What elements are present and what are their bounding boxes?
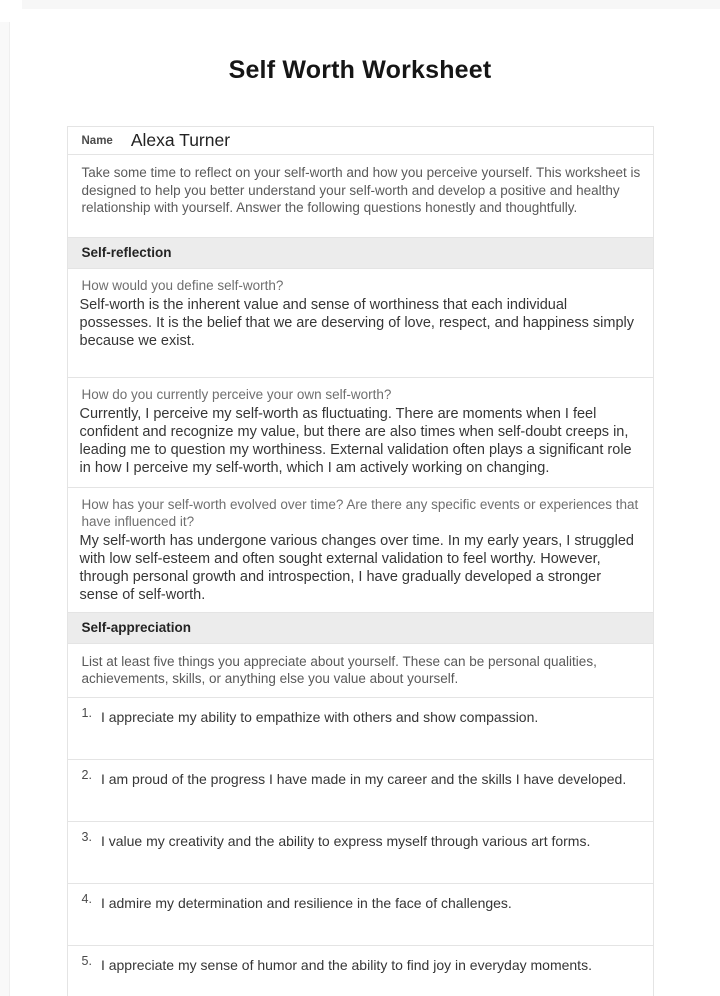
page-edge-left bbox=[0, 22, 10, 996]
question-row-1 bbox=[67, 268, 654, 378]
instructions-row bbox=[67, 643, 654, 698]
instructions-text: List at least five things you appreciate about yourself. These can be personal qualities, achievements, skills, or anything else you value about yourself. bbox=[81, 653, 597, 686]
appreciation-item-row-3 bbox=[67, 821, 654, 884]
item-number: 2. bbox=[81, 767, 92, 782]
worksheet-form bbox=[67, 126, 654, 996]
item-number: 5. bbox=[81, 953, 92, 968]
appreciation-item-row-1 bbox=[67, 697, 654, 760]
item-number: 4. bbox=[81, 891, 92, 906]
section-header-self-reflection bbox=[67, 237, 654, 269]
item-number: 3. bbox=[81, 829, 92, 844]
name-input[interactable]: Alexa Turner bbox=[130, 130, 231, 150]
section-heading-label: Self-reflection bbox=[81, 244, 172, 260]
answer-field[interactable]: Self-worth is the inherent value and sense of worthiness that each individual possesses. It is the belief that we are deserving of love, respect, and happiness simply because we exist. bbox=[79, 296, 635, 349]
section-header-self-appreciation bbox=[67, 612, 654, 644]
section-heading-label: Self-appreciation bbox=[81, 619, 192, 635]
name-row bbox=[67, 126, 654, 155]
answer-field[interactable]: Currently, I perceive my self-worth as fluctuating. There are moments when I feel confident and recognize my value, but there are also times when self-doubt creeps in, leading me to question my worthiness. External validation often plays a significant role in how I perceive my self-worth, which I am actively working on changing. bbox=[79, 405, 632, 476]
page-title: Self Worth Worksheet bbox=[228, 56, 492, 84]
item-text-field[interactable]: I am proud of the progress I have made in my career and the skills I have developed. bbox=[100, 770, 627, 787]
question-row-2 bbox=[67, 377, 654, 488]
item-number: 1. bbox=[81, 705, 92, 720]
intro-row bbox=[67, 154, 654, 238]
page-edge-top bbox=[22, 0, 720, 9]
appreciation-item-row-5 bbox=[67, 945, 654, 996]
question-label: How would you define self-worth? bbox=[81, 277, 284, 293]
answer-field[interactable]: My self-worth has undergone various changes over time. In my early years, I struggled with low self-esteem and often sought external validation to feel worthy. However, through personal growth and introspection, I have gradually developed a stronger sense of self-worth. bbox=[79, 532, 634, 603]
question-row-3 bbox=[67, 487, 654, 613]
question-label: How has your self-worth evolved over time? Are there any specific events or experiences that have influenced it? bbox=[81, 496, 639, 529]
question-label: How do you currently perceive your own self-worth? bbox=[81, 386, 392, 402]
item-text-field[interactable]: I appreciate my ability to empathize with others and show compassion. bbox=[100, 708, 539, 725]
item-text-field[interactable]: I admire my determination and resilience in the face of challenges. bbox=[100, 894, 512, 911]
appreciation-item-row-2 bbox=[67, 759, 654, 822]
item-text-field[interactable]: I value my creativity and the ability to express myself through various art forms. bbox=[100, 832, 591, 849]
intro-text: Take some time to reflect on your self-worth and how you perceive yourself. This worksheet is designed to help you better understand your self-worth and develop a positive and healthy relationship with yourself. Answer the following questions honestly and thoughtfully. bbox=[81, 165, 641, 215]
appreciation-item-row-4 bbox=[67, 883, 654, 946]
name-label: Name bbox=[81, 134, 113, 147]
item-text-field[interactable]: I appreciate my sense of humor and the ability to find joy in everyday moments. bbox=[100, 956, 592, 973]
